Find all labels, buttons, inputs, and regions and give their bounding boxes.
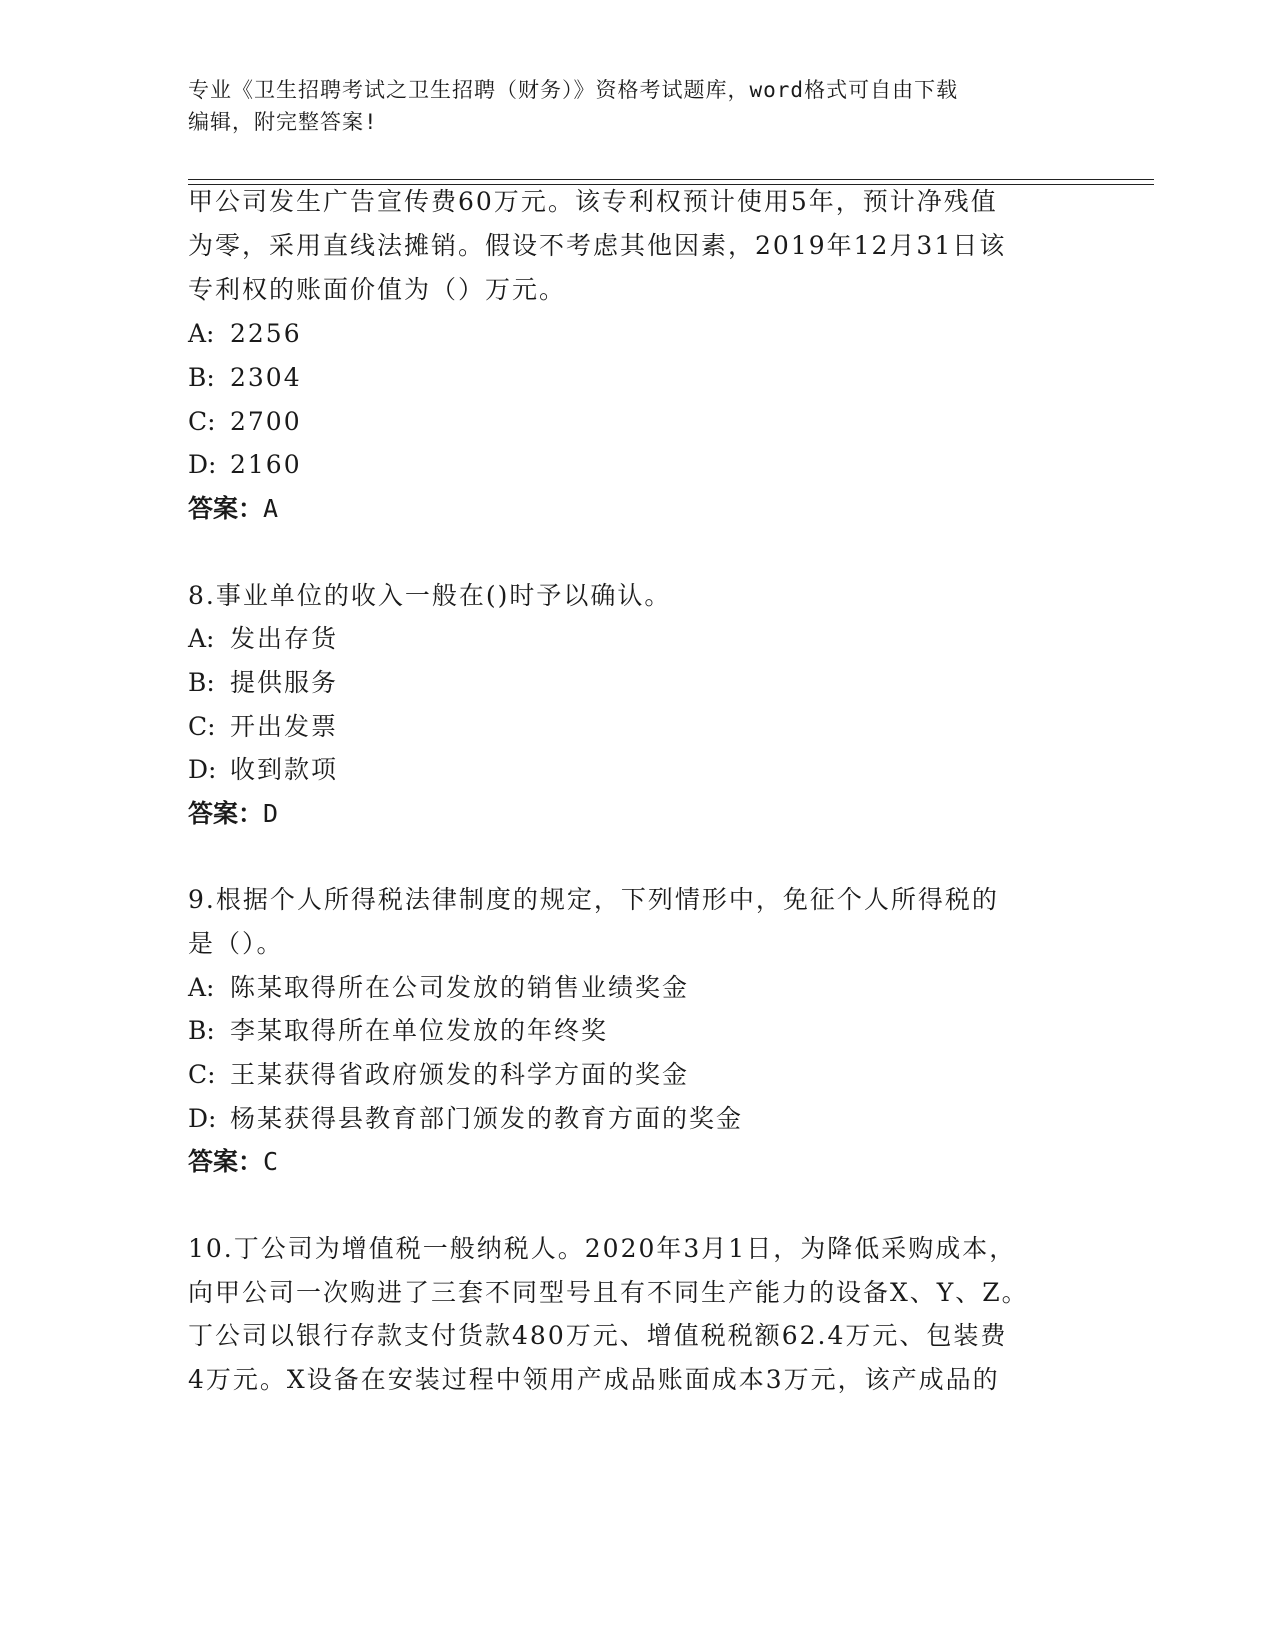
question-8-line-1: 8.事业单位的收入一般在()时予以确认。 (188, 581, 672, 610)
answer-label: 答案： (188, 1147, 264, 1176)
question-7-option-d (188, 450, 302, 480)
question-8-option-a (188, 624, 338, 654)
question-10-line-2: 向甲公司一次购进了三套不同型号且有不同生产能力的设备X、Y、Z。 (188, 1278, 1029, 1307)
option-key: D: (188, 1104, 217, 1133)
document-header (188, 74, 1068, 138)
option-text: 2160 (230, 450, 302, 479)
header-divider-bottom (188, 184, 1154, 185)
question-8-option-d (188, 755, 338, 785)
question-10-line-3: 丁公司以银行存款支付货款480万元、增值税税额62.4万元、包装费 (188, 1321, 1008, 1350)
answer-value: A (263, 494, 279, 523)
question-7-answer (188, 494, 278, 524)
question-7-option-a (188, 319, 302, 349)
option-text: 陈某取得所在公司发放的销售业绩奖金 (230, 973, 690, 1002)
question-10-line-1: 10.丁公司为增值税一般纳税人。2020年3月1日，为降低采购成本， (188, 1234, 1017, 1263)
question-9-line-1: 9.根据个人所得税法律制度的规定，下列情形中，免征个人所得税的 (188, 885, 999, 914)
option-key: C: (188, 1060, 216, 1089)
question-7-option-b (188, 363, 302, 393)
option-text: 收到款项 (230, 755, 339, 784)
answer-label: 答案： (188, 494, 264, 523)
header-line-1: 专业《卫生招聘考试之卫生招聘（财务）》资格考试题库，word格式可自由下载 (188, 78, 959, 102)
question-7-line-2: 为零，采用直线法摊销。假设不考虑其他因素，2019年12月31日该 (188, 231, 1007, 260)
question-9-answer (188, 1147, 278, 1177)
option-key: D: (188, 755, 217, 784)
option-text: 王某获得省政府颁发的科学方面的奖金 (230, 1060, 690, 1089)
question-9-option-a (188, 973, 689, 1003)
option-text: 开出发票 (230, 712, 339, 741)
question-7-option-c (188, 407, 302, 437)
question-9-option-d (188, 1104, 743, 1134)
option-key: C: (188, 407, 216, 436)
question-7-line-3: 专利权的账面价值为（）万元。 (188, 275, 567, 304)
answer-label: 答案： (188, 799, 264, 828)
answer-value: D (263, 799, 279, 828)
option-key: B: (188, 668, 215, 697)
option-text: 提供服务 (230, 668, 339, 697)
option-text: 2304 (230, 363, 302, 392)
question-10-line-4: 4万元。X设备在安装过程中领用产成品账面成本3万元，该产成品的 (188, 1365, 1000, 1394)
option-key: D: (188, 450, 217, 479)
question-8-option-b (188, 668, 338, 698)
question-9-option-c (188, 1060, 689, 1090)
option-text: 2256 (230, 319, 302, 348)
option-text: 杨某获得县教育部门颁发的教育方面的奖金 (230, 1104, 744, 1133)
question-7-line-1: 甲公司发生广告宣传费60万元。该专利权预计使用5年，预计净残值 (188, 187, 998, 216)
answer-value: C (263, 1147, 279, 1176)
option-key: B: (188, 363, 215, 392)
question-8-answer (188, 799, 278, 829)
option-key: B: (188, 1016, 215, 1045)
option-text: 发出存货 (230, 624, 339, 653)
option-key: C: (188, 712, 216, 741)
question-8-option-c (188, 712, 338, 742)
option-text: 李某取得所在单位发放的年终奖 (230, 1016, 609, 1045)
option-key: A: (188, 973, 215, 1002)
question-9-line-2: 是（）。 (188, 929, 284, 958)
option-key: A: (188, 319, 215, 348)
option-key: A: (188, 624, 215, 653)
question-9-option-b (188, 1016, 608, 1046)
header-line-2: 编辑，附完整答案! (188, 110, 378, 134)
header-divider-top (188, 179, 1154, 180)
option-text: 2700 (230, 407, 302, 436)
